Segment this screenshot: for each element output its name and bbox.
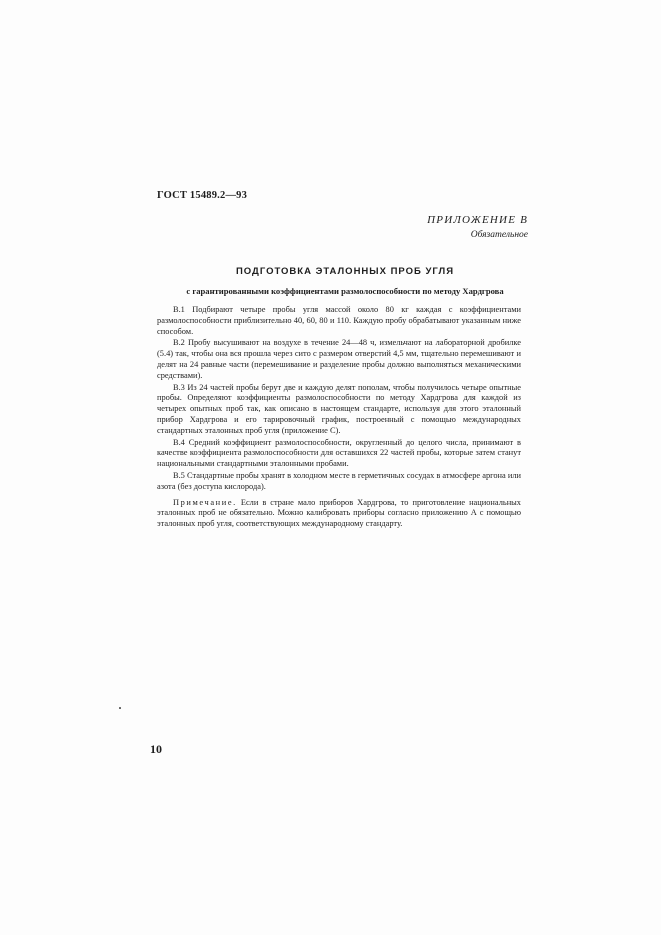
section-subtitle: с гарантированными коэффициентами размолоспособности по методу Хардгрова xyxy=(186,286,504,296)
document-code: ГОСТ 15489.2—93 xyxy=(157,190,248,201)
page-number: 10 xyxy=(150,742,162,756)
appendix-status: Обязательное xyxy=(470,230,528,240)
appendix-title: ПРИЛОЖЕНИЕ В xyxy=(427,214,528,226)
paragraph-b5: В.5 Стандартные пробы хранят в холодном месте в герметичных сосудах в атмосфере аргона или азота (без доступа кислорода). xyxy=(157,470,521,491)
paragraph-b1: В.1 Подбирают четыре пробы угля массой около 80 кг каждая с коэффициентами размолоспособности приблизительно 40, 60, 80 и 110. Каждую пробу обрабатывают указанным ниже способом. xyxy=(157,305,521,336)
body-text xyxy=(157,305,521,531)
note-paragraph xyxy=(157,498,521,530)
paragraph-b3: В.3 Из 24 частей пробы берут две и каждую делят пополам, чтобы получилось четыре опытные пробы. Определяют коэффициенты размолоспособности по методу Хардгрова для каждой из четырех опытных проб так, как описано в настоящем стандарте, используя для этого эталонный прибор Хардгрова и его тарировочный график, построенный с помощью международных стандартных эталонных проб угля (приложение С). xyxy=(157,382,521,435)
note-label: Примечание. xyxy=(173,497,237,507)
section-title: ПОДГОТОВКА ЭТАЛОННЫХ ПРОБ УГЛЯ xyxy=(235,266,455,277)
paragraph-b4: В.4 Средний коэффициент размолоспособности, округленный до целого числа, принимают в качестве коэффициента размолоспособности для оставшихся 22 частей пробы, которые затем станут национальными стандартными эталонными пробами. xyxy=(157,437,521,469)
paragraph-b2: В.2 Пробу высушивают на воздухе в течение 24—48 ч, измельчают на лабораторной дробилке (5.4) так, чтобы она вся прошла через сито с размером отверстий 4,5 мм, тщательно перемешивают и делят на 24 равные части (перемешивание и разделение пробы должно выполняться механическими средствами). xyxy=(157,338,521,380)
note-text: Если в стране мало приборов Хардгрова, то приготовление национальных эталонных проб не обязательно. Можно калибровать приборы согласно приложению А с помощью эталонных проб угля, соответствующих международному стандарту. xyxy=(157,497,521,529)
appendix-block xyxy=(427,214,528,240)
scan-speck xyxy=(119,707,121,709)
